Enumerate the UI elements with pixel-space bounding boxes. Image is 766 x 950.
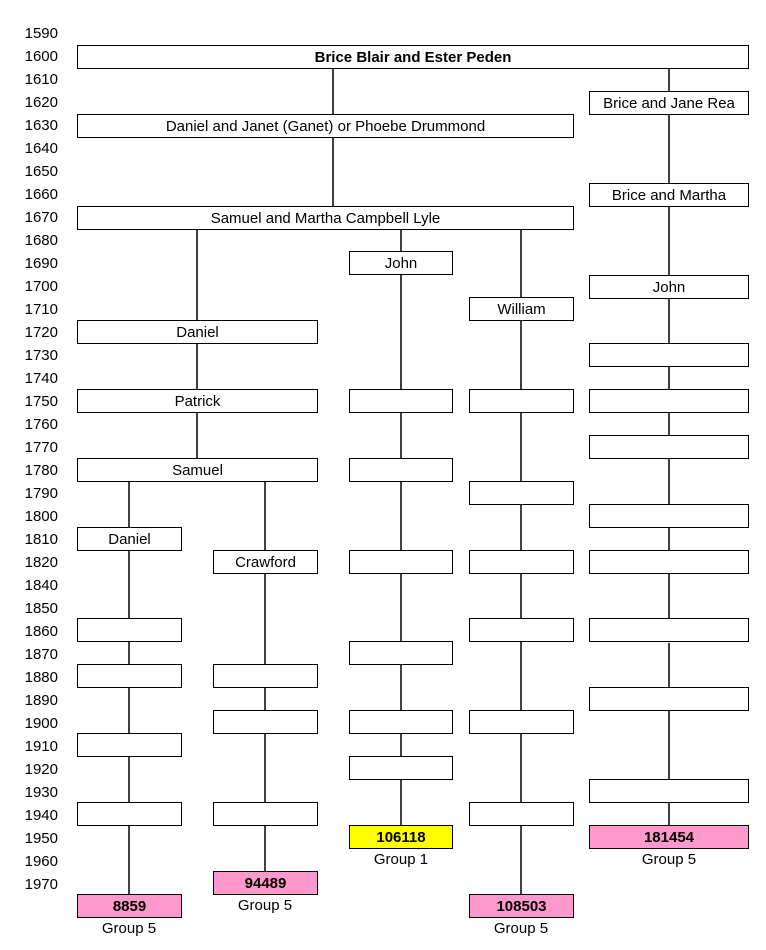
- year-label: 1810: [24, 531, 58, 548]
- year-label: 1700: [24, 278, 58, 295]
- year-label: 1930: [24, 784, 58, 801]
- node-patrick: Patrick: [77, 389, 318, 413]
- kit-box-94489: 94489: [213, 871, 318, 895]
- year-label: 1640: [24, 140, 58, 157]
- node-crawford: Crawford: [213, 550, 318, 574]
- group-label-106118: Group 1: [373, 851, 429, 868]
- empty-box: [589, 550, 749, 574]
- year-label: 1600: [24, 48, 58, 65]
- year-label: 1620: [24, 94, 58, 111]
- year-label: 1940: [24, 807, 58, 824]
- year-label: 1960: [24, 853, 58, 870]
- year-label: 1750: [24, 393, 58, 410]
- node-daniel-1810: Daniel: [77, 527, 182, 551]
- year-label: 1850: [24, 600, 58, 617]
- empty-box: [589, 435, 749, 459]
- empty-box: [469, 481, 574, 505]
- kit-box-106118: 106118: [349, 825, 453, 849]
- empty-box: [213, 710, 318, 734]
- year-label: 1720: [24, 324, 58, 341]
- group-label-94489: Group 5: [237, 897, 293, 914]
- empty-box: [349, 550, 453, 574]
- node-brice-martha: Brice and Martha: [589, 183, 749, 207]
- year-label: 1860: [24, 623, 58, 640]
- empty-box: [77, 733, 182, 757]
- empty-box: [213, 664, 318, 688]
- year-label: 1590: [24, 25, 58, 42]
- year-label: 1920: [24, 761, 58, 778]
- node-samuel-1780: Samuel: [77, 458, 318, 482]
- empty-box: [469, 710, 574, 734]
- year-label: 1760: [24, 416, 58, 433]
- empty-box: [77, 802, 182, 826]
- year-label: 1890: [24, 692, 58, 709]
- year-label: 1790: [24, 485, 58, 502]
- year-label: 1870: [24, 646, 58, 663]
- empty-box: [77, 664, 182, 688]
- node-john-1700: John: [589, 275, 749, 299]
- empty-box: [349, 710, 453, 734]
- year-label: 1820: [24, 554, 58, 571]
- empty-box: [349, 756, 453, 780]
- empty-box: [213, 802, 318, 826]
- year-label: 1670: [24, 209, 58, 226]
- node-daniel-1720: Daniel: [77, 320, 318, 344]
- year-label: 1840: [24, 577, 58, 594]
- year-label: 1630: [24, 117, 58, 134]
- empty-box: [469, 618, 574, 642]
- year-label: 1800: [24, 508, 58, 525]
- kit-box-181454: 181454: [589, 825, 749, 849]
- year-label: 1730: [24, 347, 58, 364]
- empty-box: [589, 687, 749, 711]
- year-label: 1900: [24, 715, 58, 732]
- year-label: 1690: [24, 255, 58, 272]
- empty-box: [589, 343, 749, 367]
- year-label: 1950: [24, 830, 58, 847]
- year-label: 1660: [24, 186, 58, 203]
- year-label: 1970: [24, 876, 58, 893]
- empty-box: [349, 458, 453, 482]
- node-daniel-janet: Daniel and Janet (Ganet) or Phoebe Drummond: [77, 114, 574, 138]
- year-label: 1910: [24, 738, 58, 755]
- empty-box: [77, 618, 182, 642]
- node-william: William: [469, 297, 574, 321]
- group-label-8859: Group 5: [101, 920, 157, 937]
- empty-box: [469, 389, 574, 413]
- empty-box: [589, 779, 749, 803]
- group-label-181454: Group 5: [641, 851, 697, 868]
- kit-box-8859: 8859: [77, 894, 182, 918]
- empty-box: [589, 504, 749, 528]
- year-label: 1770: [24, 439, 58, 456]
- year-label: 1740: [24, 370, 58, 387]
- node-brice-jane-rea: Brice and Jane Rea: [589, 91, 749, 115]
- empty-box: [589, 618, 749, 642]
- empty-box: [469, 802, 574, 826]
- year-label: 1880: [24, 669, 58, 686]
- empty-box: [349, 389, 453, 413]
- year-label: 1610: [24, 71, 58, 88]
- year-label: 1680: [24, 232, 58, 249]
- kit-box-108503: 108503: [469, 894, 574, 918]
- year-label: 1710: [24, 301, 58, 318]
- empty-box: [349, 641, 453, 665]
- year-label: 1780: [24, 462, 58, 479]
- group-label-108503: Group 5: [493, 920, 549, 937]
- node-samuel-martha: Samuel and Martha Campbell Lyle: [77, 206, 574, 230]
- empty-box: [589, 389, 749, 413]
- node-root: Brice Blair and Ester Peden: [77, 45, 749, 69]
- empty-box: [469, 550, 574, 574]
- node-john-1690: John: [349, 251, 453, 275]
- year-label: 1650: [24, 163, 58, 180]
